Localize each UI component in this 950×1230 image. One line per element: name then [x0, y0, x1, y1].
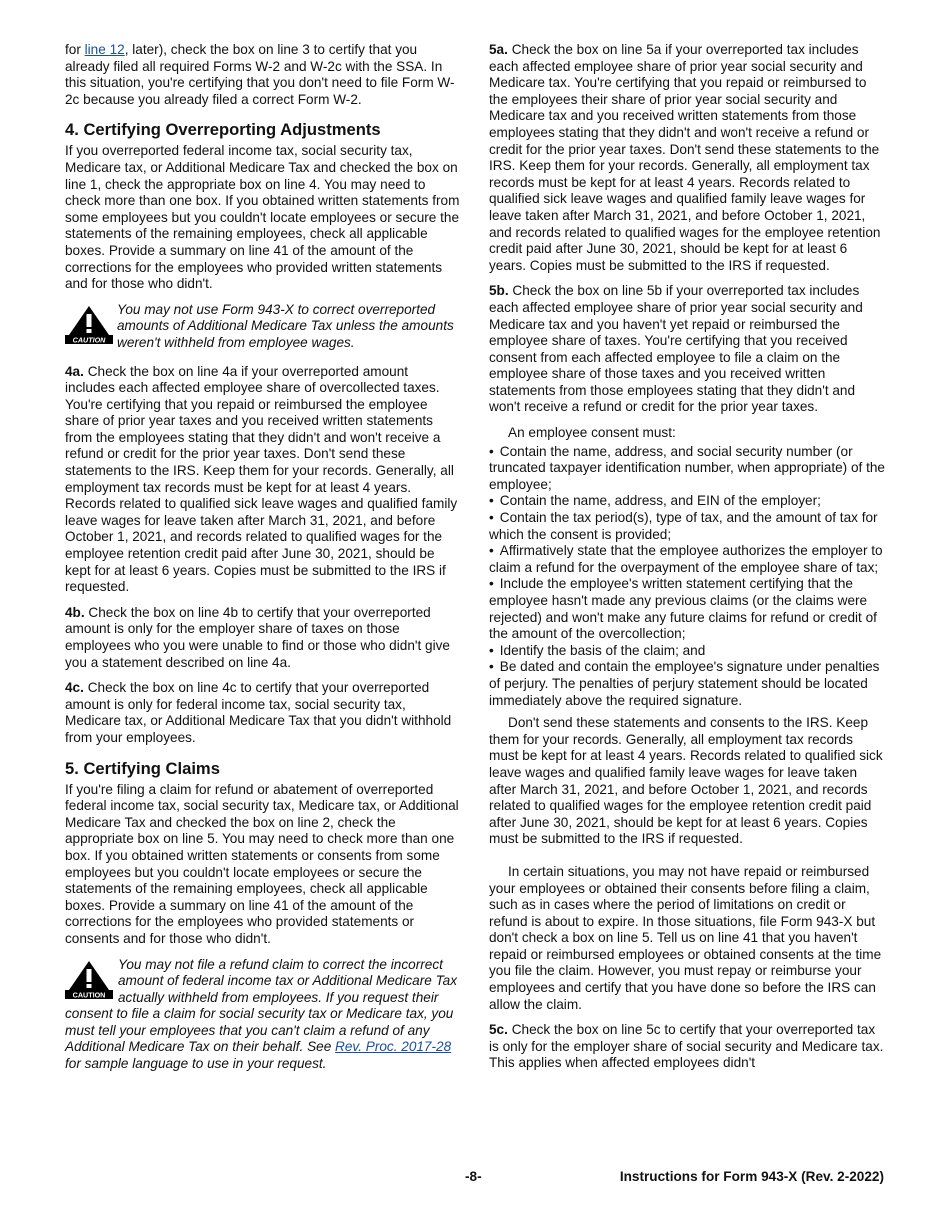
consent-intro: An employee consent must:: [508, 425, 676, 441]
paragraph-lead: 4b.: [65, 604, 85, 620]
caution-note-1: [65, 302, 461, 352]
paragraph-text: Check the box on line 5a if your overreported tax includes each affected employee share of prior year social security and Medicare tax. You're certifying that you repaid or reimbursed to the employees their share of prior year social security and Medicare tax and you received written statements from those employees stating that they didn't and won't receive a refund or credit for the prior year taxes. Don't send these statements to the IRS. Keep them for your records. Generally, all employment tax records must be kept for at least 4 years. Records related to qualified sick leave wages and qualified family leave wages for leave taken after March 31, 2021, and before October 1, 2021, and records related to qualified wages for the employee retention credit paid after June 30, 2021, should be kept for at least 6 years. Copies must be submitted to the IRS if requested.: [489, 42, 881, 273]
paragraph-lead: 5a.: [489, 42, 508, 57]
paragraph-lead: 5b.: [489, 283, 509, 299]
paragraph-section-5: If you're filing a claim for refund or abatement of overreported federal income tax, social security tax, Medicare tax, or Additional Medicare Tax and checked the box on line 2, check the appropriate box on line 5. You may need to check more than one box. If you obtained written statements or consents from some employees but you couldn't locate employees or secure the statements of the remaining employees, check all applicable boxes. Provide a summary on line 41 of the amount of the corrections for the employees who provided statements or consents and for those who didn't.: [65, 781, 459, 946]
paragraph-line3-continued: [65, 42, 461, 108]
paragraph-text: Check the box on line 5b if your overreported tax includes each affected employee share of prior year social security and Medicare tax and you haven't yet repaid or reimbursed the employee share of taxes. You're certifying that you received consent from each affected employee to file a claim on the employee share of those taxes and you received written statements from those employees stating that they didn't and won't receive a refund or credit for the prior year taxes.: [489, 283, 863, 415]
paragraph-5c: [489, 1022, 885, 1072]
paragraph-5b: [489, 283, 885, 416]
text-fragment: for: [65, 42, 85, 57]
paragraph-4a: [65, 364, 461, 596]
text-fragment: You may not file a refund claim to correct the incorrect amount of federal income tax or Additional Medicare Tax actually withheld from employees. If you request their consent to file a claim for social security tax or Medicare tax, you must tell your employees that you can't claim a refund of any Additional Medicare Tax on their behalf. See: [65, 956, 458, 1055]
heading-section-4: 4. Certifying Overreporting Adjustments: [65, 120, 381, 140]
list-item: • Affirmatively state that the employee authorizes the employer to claim a refund for the overpayment of the employee share of tax;: [489, 543, 885, 576]
list-item: • Include the employee's written statement certifying that the employee hasn't made any previous claims (or the claims were rejected) and won't make any future claims for refund or credit of the amount of the overcollection;: [489, 576, 885, 642]
paragraph-certain-situations: In certain situations, you may not have repaid or reimbursed your employees or obtained their consents before filing a claim, such as in cases where the period of limitations on credit or refund is about to expire. In those situations, file Form 943-X but don't check a box on line 5. Tell us on line 41 that you haven't repaid or reimbursed employees or obtained consents at the time you file the claim. However, you must repay or reimburse your employees and certify that you have done so before the IRS can allow the claim.: [489, 863, 882, 1012]
paragraph-4b: [65, 605, 461, 671]
footer-form-title: Instructions for Form 943-X (Rev. 2-2022): [619, 1169, 884, 1184]
rev-proc-link[interactable]: Rev. Proc. 2017-28: [335, 1039, 452, 1055]
text-fragment: , later), check the box on line 3 to certify that you already filed all required Forms W-2 and W-2c with the SSA. In this situation, you're certifying that you don't need to file Form W-2c because you already filed a correct Form W-2.: [65, 42, 455, 107]
caution-label: CAUTION: [72, 990, 106, 999]
list-item: • Contain the name, address, and social security number (or truncated taxpayer identification number, when appropriate) of the employee;: [489, 444, 885, 494]
heading-section-5: 5. Certifying Claims: [65, 758, 220, 778]
paragraph-text: Check the box on line 4a if your overreported amount includes each affected employee share of overcollected taxes. You're certifying that you repaid or reimbursed the employee share of prior year taxes and you received written statements from the employees stating that they didn't and won't receive a refund or credit for the prior year taxes. Don't send these statements to the IRS. Keep them for your records. Generally, all employment tax records must be kept for at least 4 years. Records related to qualified sick leave wages and qualified family leave wages for leave taken after March 31, 2021, and before October 1, 2021, and records related to qualified wages for the employee retention credit paid after June 30, 2021, should be kept for at least 6 years. Copies must be submitted to the IRS if requested.: [65, 363, 458, 595]
list-item: • Identify the basis of the claim; and: [489, 643, 885, 660]
text-fragment: for sample language to use in your request.: [65, 1056, 327, 1072]
paragraph-lead: 5c.: [489, 1022, 508, 1038]
paragraph-lead: 4a.: [65, 363, 84, 379]
consent-requirements-list: [489, 444, 885, 710]
paragraph-4c: [65, 680, 461, 746]
caution-icon: [65, 959, 113, 999]
list-item: • Be dated and contain the employee's signature under penalties of perjury. The penalties of perjury statement should be located immediately above the required signature.: [489, 659, 885, 709]
caution-label: CAUTION: [72, 335, 106, 344]
caution-text-2: [65, 957, 457, 1072]
caution-note-2: [65, 957, 461, 1073]
caution-icon: [65, 304, 113, 344]
left-column: [65, 42, 461, 1073]
page-number: -8-: [465, 1169, 482, 1184]
paragraph-text: Check the box on line 4c to certify that your overreported amount is only for federal income tax, social security tax, Medicare tax, or Additional Medicare Tax that you didn't withhold from your employees.: [65, 680, 452, 745]
paragraph-text: Check the box on line 5c to certify that your overreported tax is only for the employer share of social security and Medicare tax. This applies when affected employees didn't: [489, 1022, 884, 1071]
line-12-link[interactable]: line 12: [84, 42, 125, 57]
list-item: • Contain the name, address, and EIN of the employer;: [489, 493, 885, 510]
list-item: • Contain the tax period(s), type of tax, and the amount of tax for which the consent is provided;: [489, 510, 885, 543]
paragraph-dont-send: Don't send these statements and consents to the IRS. Keep them for your records. Generally, all employment tax records must be kept for at least 4 years. Records related to qualified sick leave wages and qualified family leave wages for leave taken after March 31, 2021, and before October 1, 2021, and records related to qualified wages for the employee retention credit paid after June 30, 2021, should be kept for at least 6 years. Copies must be submitted to the IRS if requested.: [489, 715, 883, 847]
paragraph-lead: 4c.: [65, 680, 84, 696]
caution-text-1: You may not use Form 943-X to correct overreported amounts of Additional Medicare Tax unless the amounts weren't withheld from employee wages.: [117, 301, 454, 350]
paragraph-5a: [489, 42, 885, 274]
right-column: [489, 42, 885, 1081]
paragraph-section-4: If you overreported federal income tax, social security tax, Medicare tax, or Additional Medicare Tax and checked the box on line 1, check the appropriate box on line 4. You may need to check more than one box. If you obtained written statements from some employees but you couldn't locate employees or secure the statements of the remaining employees, check all applicable boxes. Provide a summary on line 41 of the amount of the corrections for the employees who provided written statements and for those who didn't.: [65, 143, 460, 292]
paragraph-text: Check the box on line 4b to certify that your overreported amount is only for the employer share of taxes on those employees who you were unable to find or those who didn't give you a statement described on line 4a.: [65, 604, 450, 670]
